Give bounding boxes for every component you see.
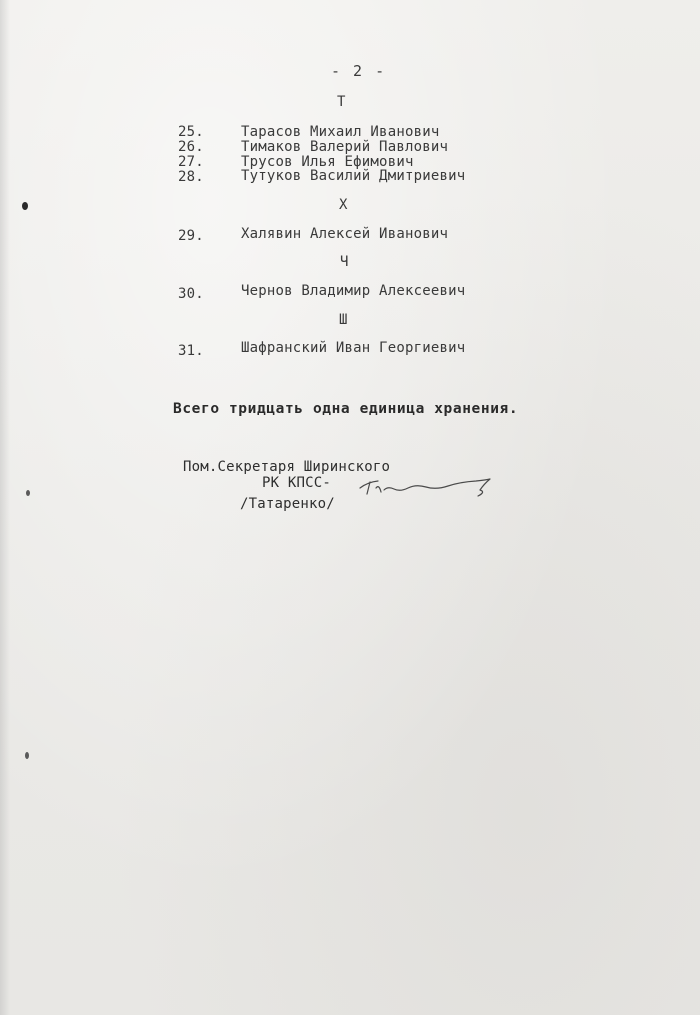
entry-name: Халявин Алексей Иванович (241, 226, 449, 242)
total-statement: Всего тридцать одна единица хранения. (173, 401, 519, 417)
section-letter-kh: Х (339, 197, 348, 213)
punch-hole (22, 202, 28, 210)
section-letter-t: Т (337, 94, 346, 110)
entry-name: Тутуков Василий Дмитриевич (241, 168, 466, 184)
signatory-title: Пом.Секретаря Ширинского (183, 459, 391, 475)
page-number: - 2 - (331, 62, 387, 80)
entry-number: 27. (178, 154, 204, 170)
signatory-organization: РК КПСС- (262, 475, 332, 491)
entry-number: 29. (178, 228, 204, 244)
entry-name: Трусов Илья Ефимович (241, 154, 414, 170)
entry-number: 31. (178, 343, 204, 359)
entry-number: 30. (178, 286, 204, 302)
entry-number: 26. (178, 139, 204, 155)
entry-name: Тарасов Михаил Иванович (241, 124, 440, 140)
entry-name: Чернов Владимир Алексеевич (241, 283, 466, 299)
punch-hole (25, 752, 29, 759)
punch-hole (26, 490, 30, 496)
section-letter-sh: Ш (339, 312, 348, 328)
handwritten-signature (356, 468, 496, 502)
signatory-name: /Татаренко/ (240, 496, 335, 512)
entry-name: Шафранский Иван Георгиевич (241, 340, 466, 356)
section-letter-ch: Ч (340, 254, 349, 270)
entry-number: 28. (178, 169, 204, 185)
entry-name: Тимаков Валерий Павлович (241, 139, 449, 155)
entry-number: 25. (178, 124, 204, 140)
